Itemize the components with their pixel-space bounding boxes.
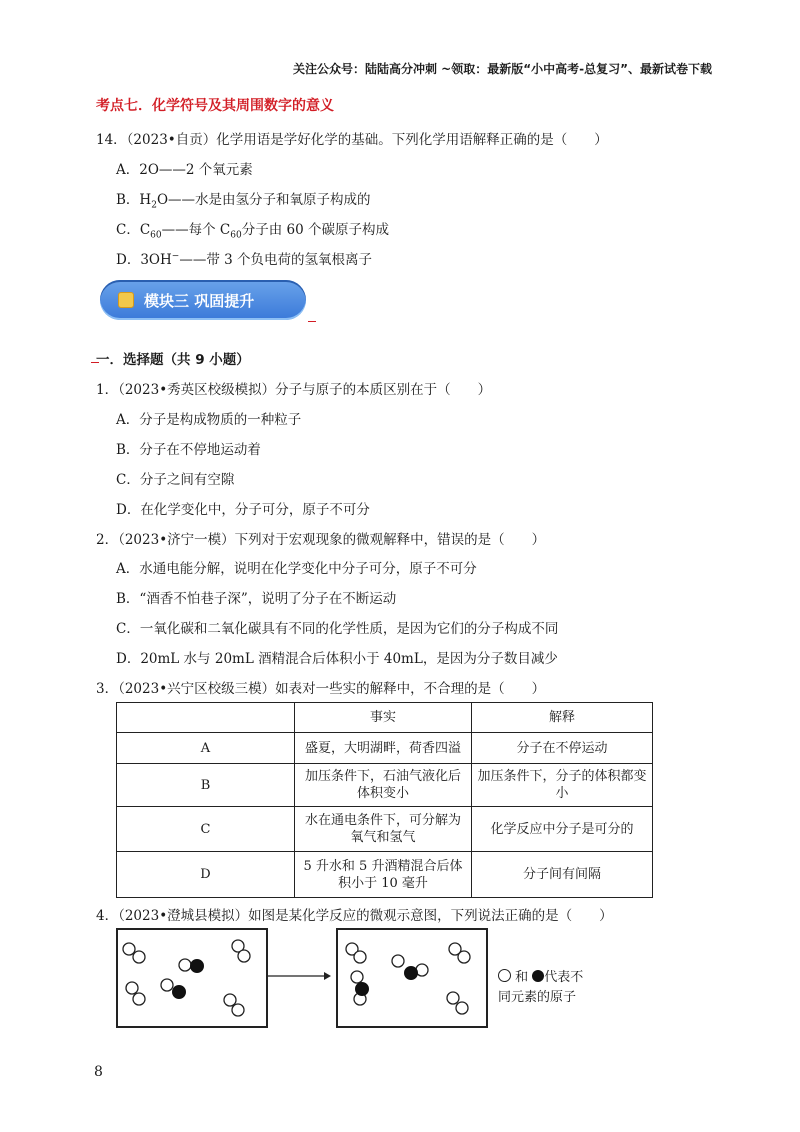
table-row <box>117 852 653 898</box>
table-header-cell <box>117 703 295 733</box>
table-cell: 加压条件下，分子的体积都变小 <box>472 764 653 807</box>
q14-option-d: D．3OH−——带 3 个负电荷的氢氧根离子 <box>116 251 372 268</box>
table-header-cell: 事实 <box>295 703 472 733</box>
table-cell: 水在通电条件下，可分解为氧气和氢气 <box>295 807 472 852</box>
table-header-row <box>117 703 653 733</box>
q1-option-c: C．分子之间有空隙 <box>116 472 235 488</box>
reactant-molecules <box>118 930 266 1026</box>
table-cell: D <box>117 852 295 898</box>
table-cell: 分子间有间隔 <box>472 852 653 898</box>
table-row <box>117 807 653 852</box>
legend-text: 同元素的原子 <box>498 990 577 1005</box>
product-molecules <box>338 930 486 1026</box>
q1-option-d: D．在化学变化中，分子可分，原子不可分 <box>116 502 370 518</box>
q1-option-a: A．分子是构成物质的一种粒子 <box>116 412 302 428</box>
q2-option-b: B．“酒香不怕巷子深”，说明了分子在不断运动 <box>116 591 397 607</box>
q1-option-b: B．分子在不停地运动着 <box>116 442 261 458</box>
part-title: 一．选择题（共 9 小题） <box>96 352 250 368</box>
module-banner <box>100 280 306 320</box>
section-title: 考点七．化学符号及其周围数字的意义 <box>96 98 334 114</box>
table-row <box>117 733 653 764</box>
table-cell: 加压条件下，石油气液化后体积变小 <box>295 764 472 807</box>
table-row <box>117 764 653 807</box>
table-cell: 盛夏，大明湖畔，荷香四溢 <box>295 733 472 764</box>
diagram-legend <box>498 968 583 1008</box>
arrow-icon <box>268 970 332 982</box>
q14-option-c: C．$C_{60}——$每个 $C_{60}$分子由 60 个碳原子构成 <box>116 222 389 241</box>
table-cell: 化学反应中分子是可分的 <box>472 807 653 852</box>
q3-stem: 3．（2023•兴宁区校级三模）如表对一些实的解释中，不合理的是（ ） <box>96 681 546 697</box>
q1-stem: 1．（2023•秀英区校级模拟）分子与原子的本质区别在于（ ） <box>96 382 492 398</box>
legend-text: 和 <box>515 970 529 985</box>
banner-label: 模块三 巩固提升 <box>144 291 255 310</box>
table-cell: 5 升水和 5 升酒精混合后体积小于 10 毫升 <box>295 852 472 898</box>
white-atom-icon <box>498 969 511 982</box>
table-cell: B <box>117 764 295 807</box>
q2-stem: 2．（2023•济宁一模）下列对于宏观现象的微观解释中，错误的是（ ） <box>96 532 546 548</box>
divider <box>308 321 316 322</box>
q2-option-a: A．水通电能分解，说明在化学变化中分子可分，原子不可分 <box>116 561 477 577</box>
table-cell: 分子在不停运动 <box>472 733 653 764</box>
reactants-box <box>116 928 268 1028</box>
book-icon <box>118 292 134 308</box>
q14-stem: 14．（2023•自贡）化学用语是学好化学的基础。下列化学用语解释正确的是（ ） <box>96 132 608 148</box>
q4-stem: 4．（2023•澄城县模拟）如图是某化学反应的微观示意图，下列说法正确的是（ ） <box>96 908 613 924</box>
page-number: 8 <box>94 1064 103 1080</box>
q2-option-c: C．一氧化碳和二氧化碳具有不同的化学性质，是因为它们的分子构成不同 <box>116 621 559 637</box>
table-header-cell: 解释 <box>472 703 653 733</box>
q3-table <box>116 702 653 898</box>
legend-text: 代表不 <box>544 970 584 985</box>
black-atom-icon <box>532 970 544 982</box>
table-cell: C <box>117 807 295 852</box>
page-header: 关注公众号：陆陆高分冲刺 ~领取：最新版“小中高考-总复习”、最新试卷下载 <box>293 62 712 76</box>
q14-option-b: B．$H_2O——$水是由氢分子和氧原子构成的 <box>116 192 371 211</box>
table-cell: A <box>117 733 295 764</box>
q14-option-a: A．2O——2 个氧元素 <box>116 162 253 178</box>
products-box <box>336 928 488 1028</box>
q2-option-d: D．20mL 水与 20mL 酒精混合后体积小于 40mL，是因为分子数目减少 <box>116 651 558 667</box>
